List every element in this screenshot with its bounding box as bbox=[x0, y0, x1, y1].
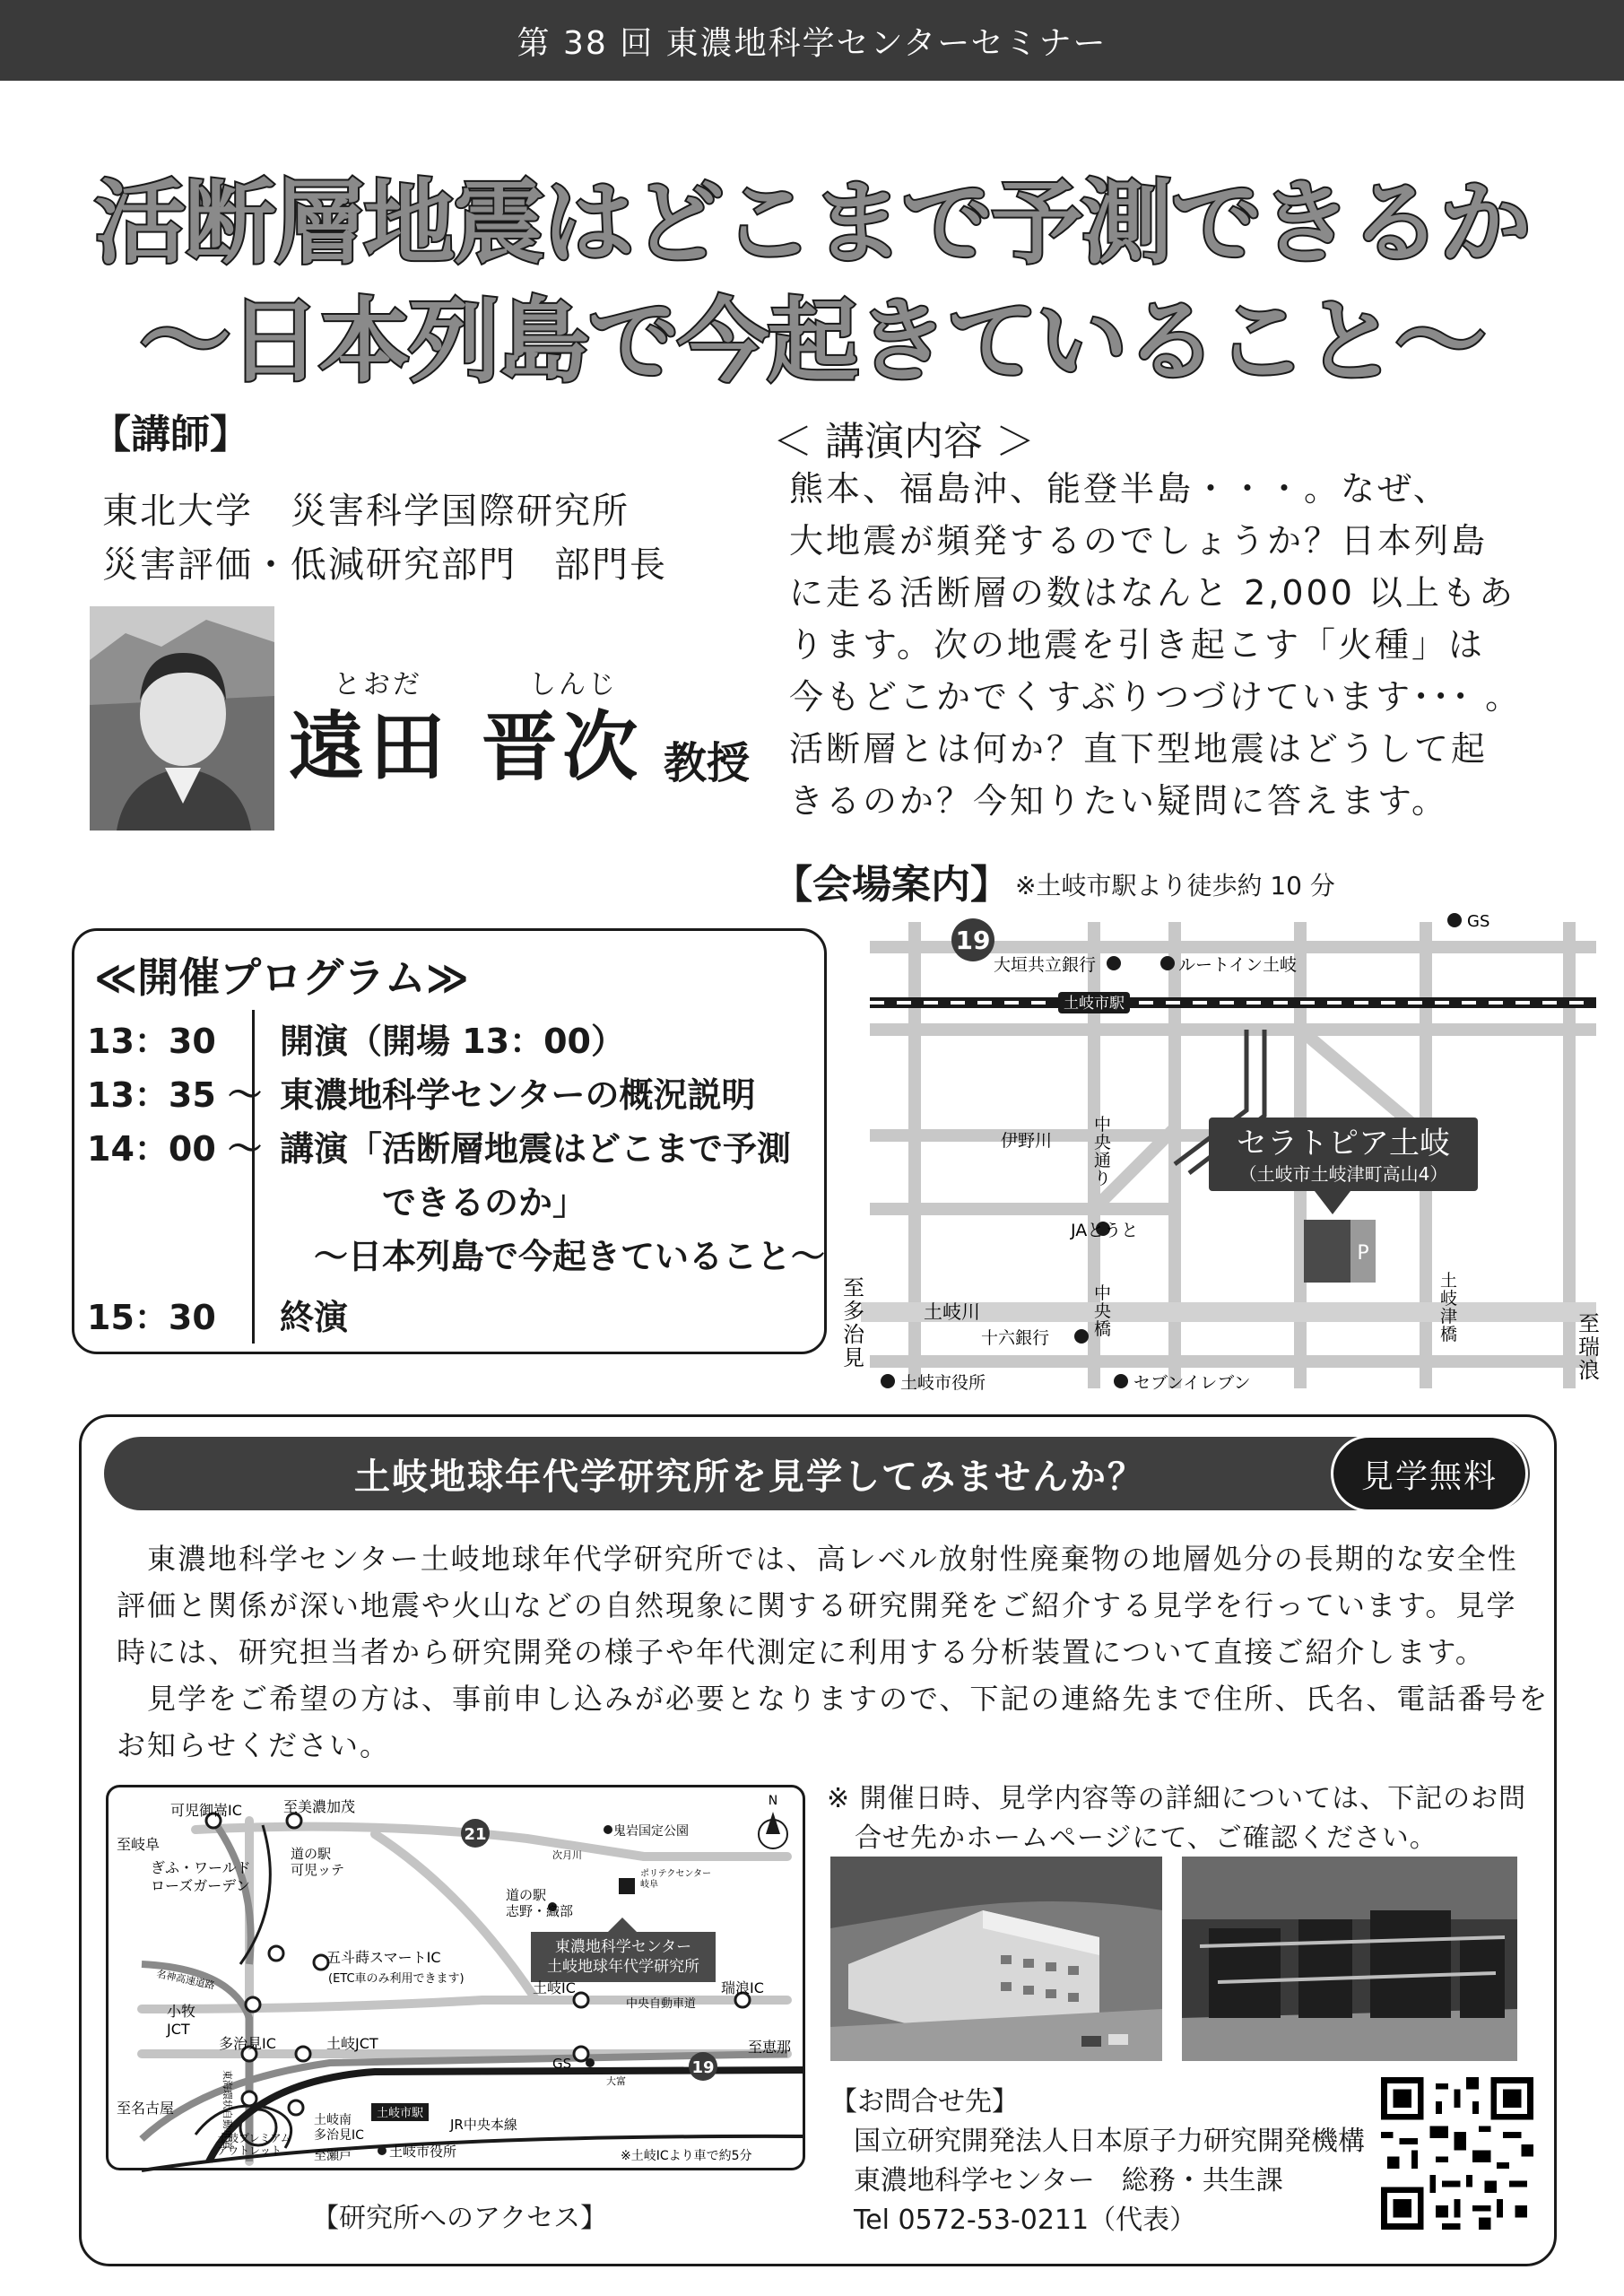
talk-line: に走る活断層の数はなんと 2,000 以上もあ bbox=[789, 573, 1515, 613]
program-item: 講演「活断層地震はどこまで予測 bbox=[280, 1129, 792, 1169]
talk-line: 大地震が頻発するのでしょうか？日本列島 bbox=[789, 521, 1489, 561]
contact-dept: 東濃地科学センター 総務・共生課 bbox=[854, 2165, 1283, 2196]
venue-heading: 【会場案内】 bbox=[773, 862, 1010, 908]
map-ja: JAとうと bbox=[1071, 1221, 1139, 1240]
lecturer-affiliation: 東北大学 災害科学国際研究所 bbox=[102, 491, 630, 532]
access-premium-outlet: 土岐プレミアムアウトレット bbox=[217, 2132, 291, 2157]
main-title: 活断層地震はどこまで予測できるか bbox=[94, 170, 1530, 277]
access-meishin: 名神高速道路 bbox=[155, 1968, 216, 1992]
program-box bbox=[72, 928, 827, 1354]
map-city-office: 土岐市役所 bbox=[900, 1373, 986, 1393]
access-kani-ic: 可児御嵩IC bbox=[170, 1802, 242, 1819]
map-seven-eleven: セブンイレブン bbox=[1133, 1373, 1251, 1393]
program-item: 東濃地科学センターの概況説明 bbox=[280, 1075, 756, 1115]
program-time: 15：30 bbox=[87, 1298, 216, 1337]
talk-heading: ＜ 講演内容 ＞ bbox=[773, 419, 1035, 465]
tour-banner bbox=[104, 1437, 1530, 1510]
lecturer-heading: 【講師】 bbox=[91, 412, 249, 457]
tour-banner-text: 土岐地球年代学研究所を見学してみませんか？ bbox=[354, 1456, 1145, 1498]
program-item: できるのか」 bbox=[280, 1183, 587, 1222]
program-item: 開演（開場 13：00） bbox=[280, 1022, 625, 1061]
map-parking: P bbox=[1357, 1242, 1369, 1265]
tour-line: 時には、研究担当者から研究開発の様子や年代測定に利用する分析装置について直接ご紹介します。 bbox=[117, 1635, 1486, 1669]
access-to-ena: 至恵那 bbox=[748, 2039, 792, 2056]
map-chuo-dori: 中央通り bbox=[1094, 1115, 1112, 1188]
lab-equipment-photo bbox=[1182, 1857, 1517, 2061]
venue-walk-note: ※土岐市駅より徒歩約 10 分 bbox=[1015, 871, 1335, 900]
name-ruby-given: しんじ bbox=[529, 669, 618, 700]
map-route-inn: ルートイン土岐 bbox=[1178, 955, 1298, 975]
access-komaki-jct: 小牧 JCT bbox=[167, 2003, 196, 2038]
program-item: 終演 bbox=[280, 1298, 349, 1337]
talk-line: 今もどこかでくすぶりつづけています･･･ 。 bbox=[789, 677, 1523, 717]
map-jyuroku: 十六銀行 bbox=[981, 1328, 1050, 1348]
access-jr-line: JR中央本線 bbox=[450, 2117, 517, 2133]
map-station: 土岐市駅 bbox=[1064, 995, 1125, 1013]
access-tajimi-ic: 多治見IC bbox=[219, 2035, 276, 2052]
access-drive-note: ※土岐ICより車で約5分 bbox=[621, 2149, 752, 2163]
access-toki-jct: 土岐JCT bbox=[326, 2035, 378, 2052]
program-time: 13：35 〜 bbox=[87, 1075, 262, 1115]
map-chuo-bashi: 中央橋 bbox=[1094, 1283, 1112, 1339]
talk-line: ります。次の地震を引き起こす「火種」は bbox=[789, 625, 1485, 665]
contact-org: 国立研究開発法人日本原子力研究開発機構 bbox=[854, 2126, 1365, 2157]
program-time: 13：30 bbox=[87, 1022, 216, 1061]
tour-note bbox=[827, 1779, 1526, 1858]
access-toki-ic: 土岐IC bbox=[533, 1979, 576, 1996]
access-to-minokamo: 至美濃加茂 bbox=[283, 1798, 356, 1815]
access-tokai-kanjo: 東海環状自動車道 bbox=[221, 2070, 233, 2149]
access-onioka: 鬼岩国定公園 bbox=[613, 1824, 689, 1839]
lecturer-position: 災害評価・低減研究部門 部門長 bbox=[102, 544, 667, 586]
map-tokigawa: 土岐川 bbox=[924, 1301, 980, 1323]
tour-line: 東濃地科学センター土岐地球年代学研究所では、高レベル放射性廃棄物の地層処分の長期的な安全性 bbox=[117, 1542, 1518, 1576]
access-route-21: 21 bbox=[464, 1825, 487, 1844]
access-gs: GS bbox=[552, 2056, 572, 2072]
contact-block bbox=[830, 2083, 1365, 2240]
access-michinoeki-shino: 道の駅志野・織部 bbox=[506, 1887, 574, 1919]
seminar-number: 第 38 回 東濃地科学センターセミナー bbox=[517, 24, 1107, 62]
access-to-seto: 至瀬戸 bbox=[314, 2149, 352, 2163]
map-ogaki-bank: 大垣共立銀行 bbox=[994, 955, 1097, 975]
access-north: N bbox=[768, 1794, 778, 1808]
access-center: 東濃地科学センター土岐地球年代学研究所 bbox=[547, 1938, 699, 1976]
tour-line: お知らせください。 bbox=[117, 1728, 391, 1762]
access-toki-station: 土岐市駅 bbox=[376, 2107, 424, 2120]
map-venue-address: （土岐市土岐津町高山4） bbox=[1238, 1163, 1448, 1185]
access-toki-minami-ic: 土岐南多治見IC bbox=[314, 2113, 364, 2143]
access-jiryugawa: 次月川 bbox=[552, 1849, 582, 1861]
tour-description bbox=[117, 1535, 1550, 1769]
access-to-nagoya: 至名古屋 bbox=[117, 2100, 175, 2117]
talk-description bbox=[789, 463, 1533, 827]
access-caption: 【研究所へのアクセス】 bbox=[312, 2203, 608, 2234]
map-inogawa: 伊野川 bbox=[1001, 1131, 1053, 1151]
access-city-office: 土岐市役所 bbox=[389, 2144, 457, 2160]
access-gotoichi-ic: 五斗蒔スマートIC bbox=[326, 1949, 441, 1966]
contact-heading: 【お問合せ先】 bbox=[830, 2086, 1019, 2118]
map-tokitsu-bashi: 土岐津橋 bbox=[1440, 1271, 1458, 1344]
subtitle: 〜日本列島で今起きていること〜 bbox=[139, 289, 1485, 396]
lecturer-name: 遠田 晋次 bbox=[289, 703, 644, 791]
access-route-19: 19 bbox=[691, 2058, 715, 2077]
map-to-mizunami: 至瑞浪 bbox=[1578, 1311, 1600, 1383]
tour-note-line: 合せ先かホームページにて、ご確認ください。 bbox=[827, 1822, 1437, 1854]
access-to-gifu: 至岐阜 bbox=[117, 1836, 161, 1853]
facility-exterior-photo bbox=[830, 1857, 1162, 2061]
access-michinoeki-kani: 道の駅可児ッテ bbox=[291, 1846, 345, 1878]
contact-tel: Tel 0572-53-0211（代表） bbox=[854, 2205, 1197, 2236]
access-ohtomi: 大富 bbox=[606, 2075, 626, 2087]
name-ruby-family: とおだ bbox=[334, 669, 422, 700]
talk-line: 熊本、福島沖、能登半島・・・。なぜ、 bbox=[789, 469, 1450, 509]
program-heading: ≪開催プログラム≫ bbox=[94, 953, 469, 1002]
access-etc-note: (ETC車のみ利用できます) bbox=[328, 1972, 465, 1986]
talk-line: 活断層とは何か？直下型地震はどうして起 bbox=[789, 729, 1489, 769]
map-route-19: 19 bbox=[955, 926, 991, 955]
access-polytech: ポリテクセンター岐阜 bbox=[640, 1869, 711, 1890]
venue-map bbox=[834, 904, 1600, 1402]
talk-line: きるのか？今知りたい疑問に答えます。 bbox=[789, 781, 1448, 821]
lecturer-rank: 教授 bbox=[664, 738, 751, 788]
free-badge: 見学無料 bbox=[1331, 1435, 1528, 1512]
header-bar bbox=[0, 0, 1624, 81]
tour-note-line: ※ 開催日時、見学内容等の詳細については、下記のお問 bbox=[827, 1783, 1527, 1814]
tour-line: 見学をご希望の方は、事前申し込みが必要となりますので、下記の連絡先まで住所、氏名、電話番号を bbox=[117, 1682, 1550, 1716]
access-mizunami-ic: 瑞浪IC bbox=[721, 1979, 764, 1996]
map-gs: GS bbox=[1467, 912, 1490, 931]
access-chuo-expressway: 中央自動車道 bbox=[626, 1997, 697, 2011]
qr-code[interactable] bbox=[1381, 2077, 1533, 2230]
program-item: 〜日本列島で今起きていること〜 bbox=[280, 1237, 826, 1276]
map-to-tajimi: 至多治見 bbox=[843, 1275, 864, 1370]
access-gifu-world: ぎふ・ワールドローズガーデン bbox=[151, 1859, 251, 1894]
access-map bbox=[106, 1785, 805, 2170]
tour-line: 評価と関係が深い地震や火山などの自然現象に関する研究開発をご紹介する見学を行っています。見学 bbox=[117, 1588, 1517, 1622]
lecturer-photo bbox=[90, 606, 274, 831]
map-venue-name: セラトピア土岐 bbox=[1237, 1126, 1450, 1161]
program-time: 14：00 〜 bbox=[87, 1129, 262, 1169]
